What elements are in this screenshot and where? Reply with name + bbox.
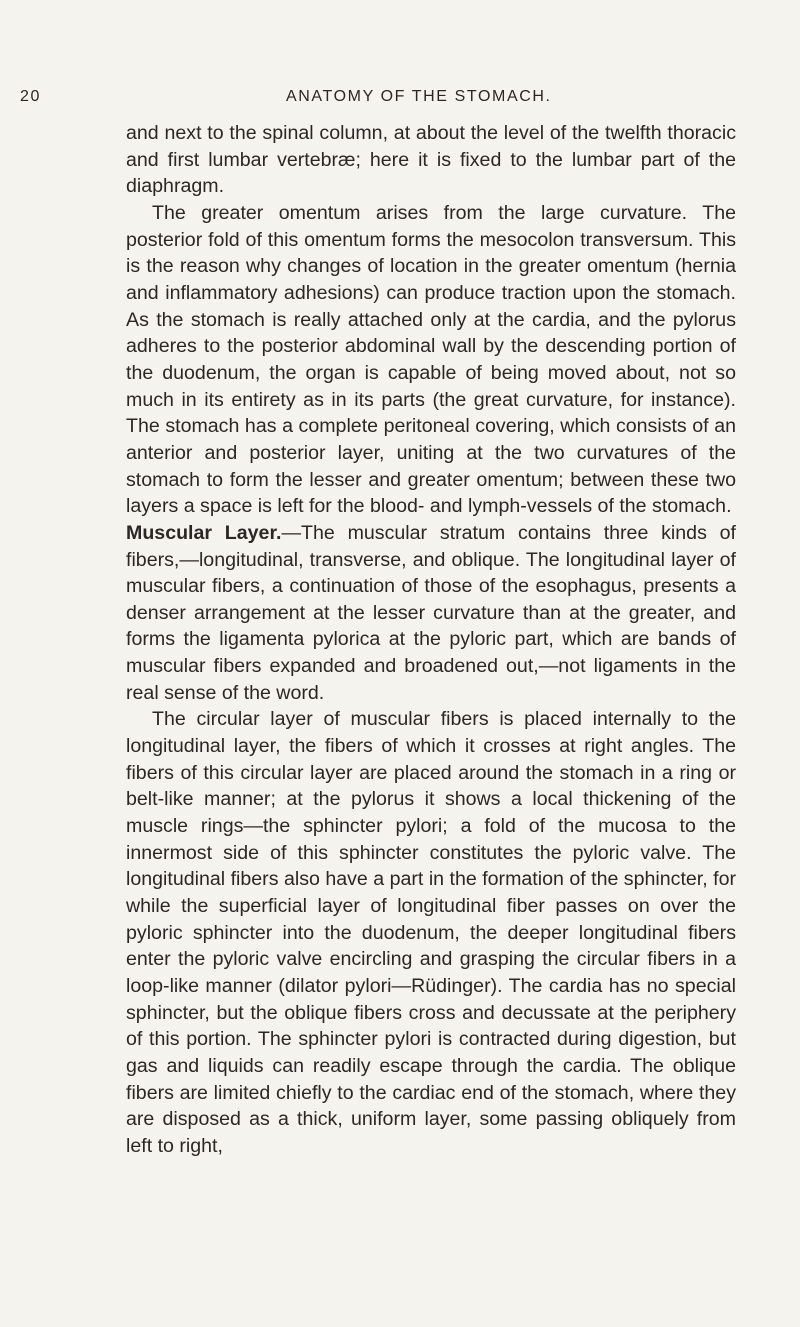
body-text xyxy=(126,120,736,1160)
paragraph-continuation xyxy=(126,120,736,200)
paragraph-text: —The muscular stratum contains three kinds of fibers,—longitudinal, transverse, and oblique. The longitudinal layer of muscular fibers, a continuation of those of the esophagus, presents a denser arrangement at the lesser curvature than at the greater, and forms the ligamenta pylorica at the pyloric part, which are bands of muscular fibers expanded and broadened out,—not ligaments in the real sense of the word. xyxy=(126,521,736,704)
page-number: 20 xyxy=(20,88,41,105)
paragraph-muscular-layer xyxy=(126,520,736,707)
paragraph-text: and next to the spinal column, at about the level of the twelfth thoracic and first lumbar vertebræ; here it is fixed to the lumbar part of the diaphragm. xyxy=(126,122,736,198)
running-head xyxy=(0,88,800,112)
section-heading: Muscular Layer. xyxy=(126,521,282,544)
paragraph-greater-omentum xyxy=(126,200,736,520)
paragraph-text: The circular layer of muscular fibers is placed internally to the longitudinal layer, the fibers of which it crosses at right angles. The fibers of this circular layer are placed around the stomach in a ring or belt-like manner; at the pylorus it shows a local thickening of the muscle rings—the sphincter pylori; a fold of the mucosa to the innermost side of this sphincter constitutes the pyloric valve. The longitudinal fibers also have a part in the formation of the sphincter, for while the superficial layer of longitudinal fiber passes on over the pyloric sphincter into the duodenum, the deeper longitudinal fibers enter the pyloric valve encircling and grasping the circular fibers in a loop-like manner (dilator pylori—Rüdinger). The cardia has no special sphincter, but the oblique fibers cross and decussate at the periphery of this portion. The sphincter pylori is contracted during digestion, but gas and liquids can readily escape through the cardia. The oblique fibers are limited chiefly to the cardiac end of the stomach, where they are disposed as a thick, uniform layer, some passing obliquely from left to right, xyxy=(126,708,736,1157)
paragraph-text: The greater omentum arises from the large curvature. The posterior fold of this omentum forms the mesocolon transversum. This is the reason why changes of location in the greater omentum (hernia and inflammatory adhesions) can produce traction upon the stomach. As the stomach is really attached only at the cardia, and the pylorus adheres to the posterior abdominal wall by the descending portion of the duodenum, the organ is capable of being moved about, not so much in its entirety as in its parts (the great curvature, for instance). The stomach has a complete peritoneal covering, which consists of an anterior and posterior layer, uniting at the two curvatures of the stomach to form the lesser and greater omentum; between these two layers a space is left for the blood- and lymph-vessels of the stomach. xyxy=(126,201,736,518)
running-title: ANATOMY OF THE STOMACH. xyxy=(286,88,552,105)
paragraph-circular-layer xyxy=(126,706,736,1159)
